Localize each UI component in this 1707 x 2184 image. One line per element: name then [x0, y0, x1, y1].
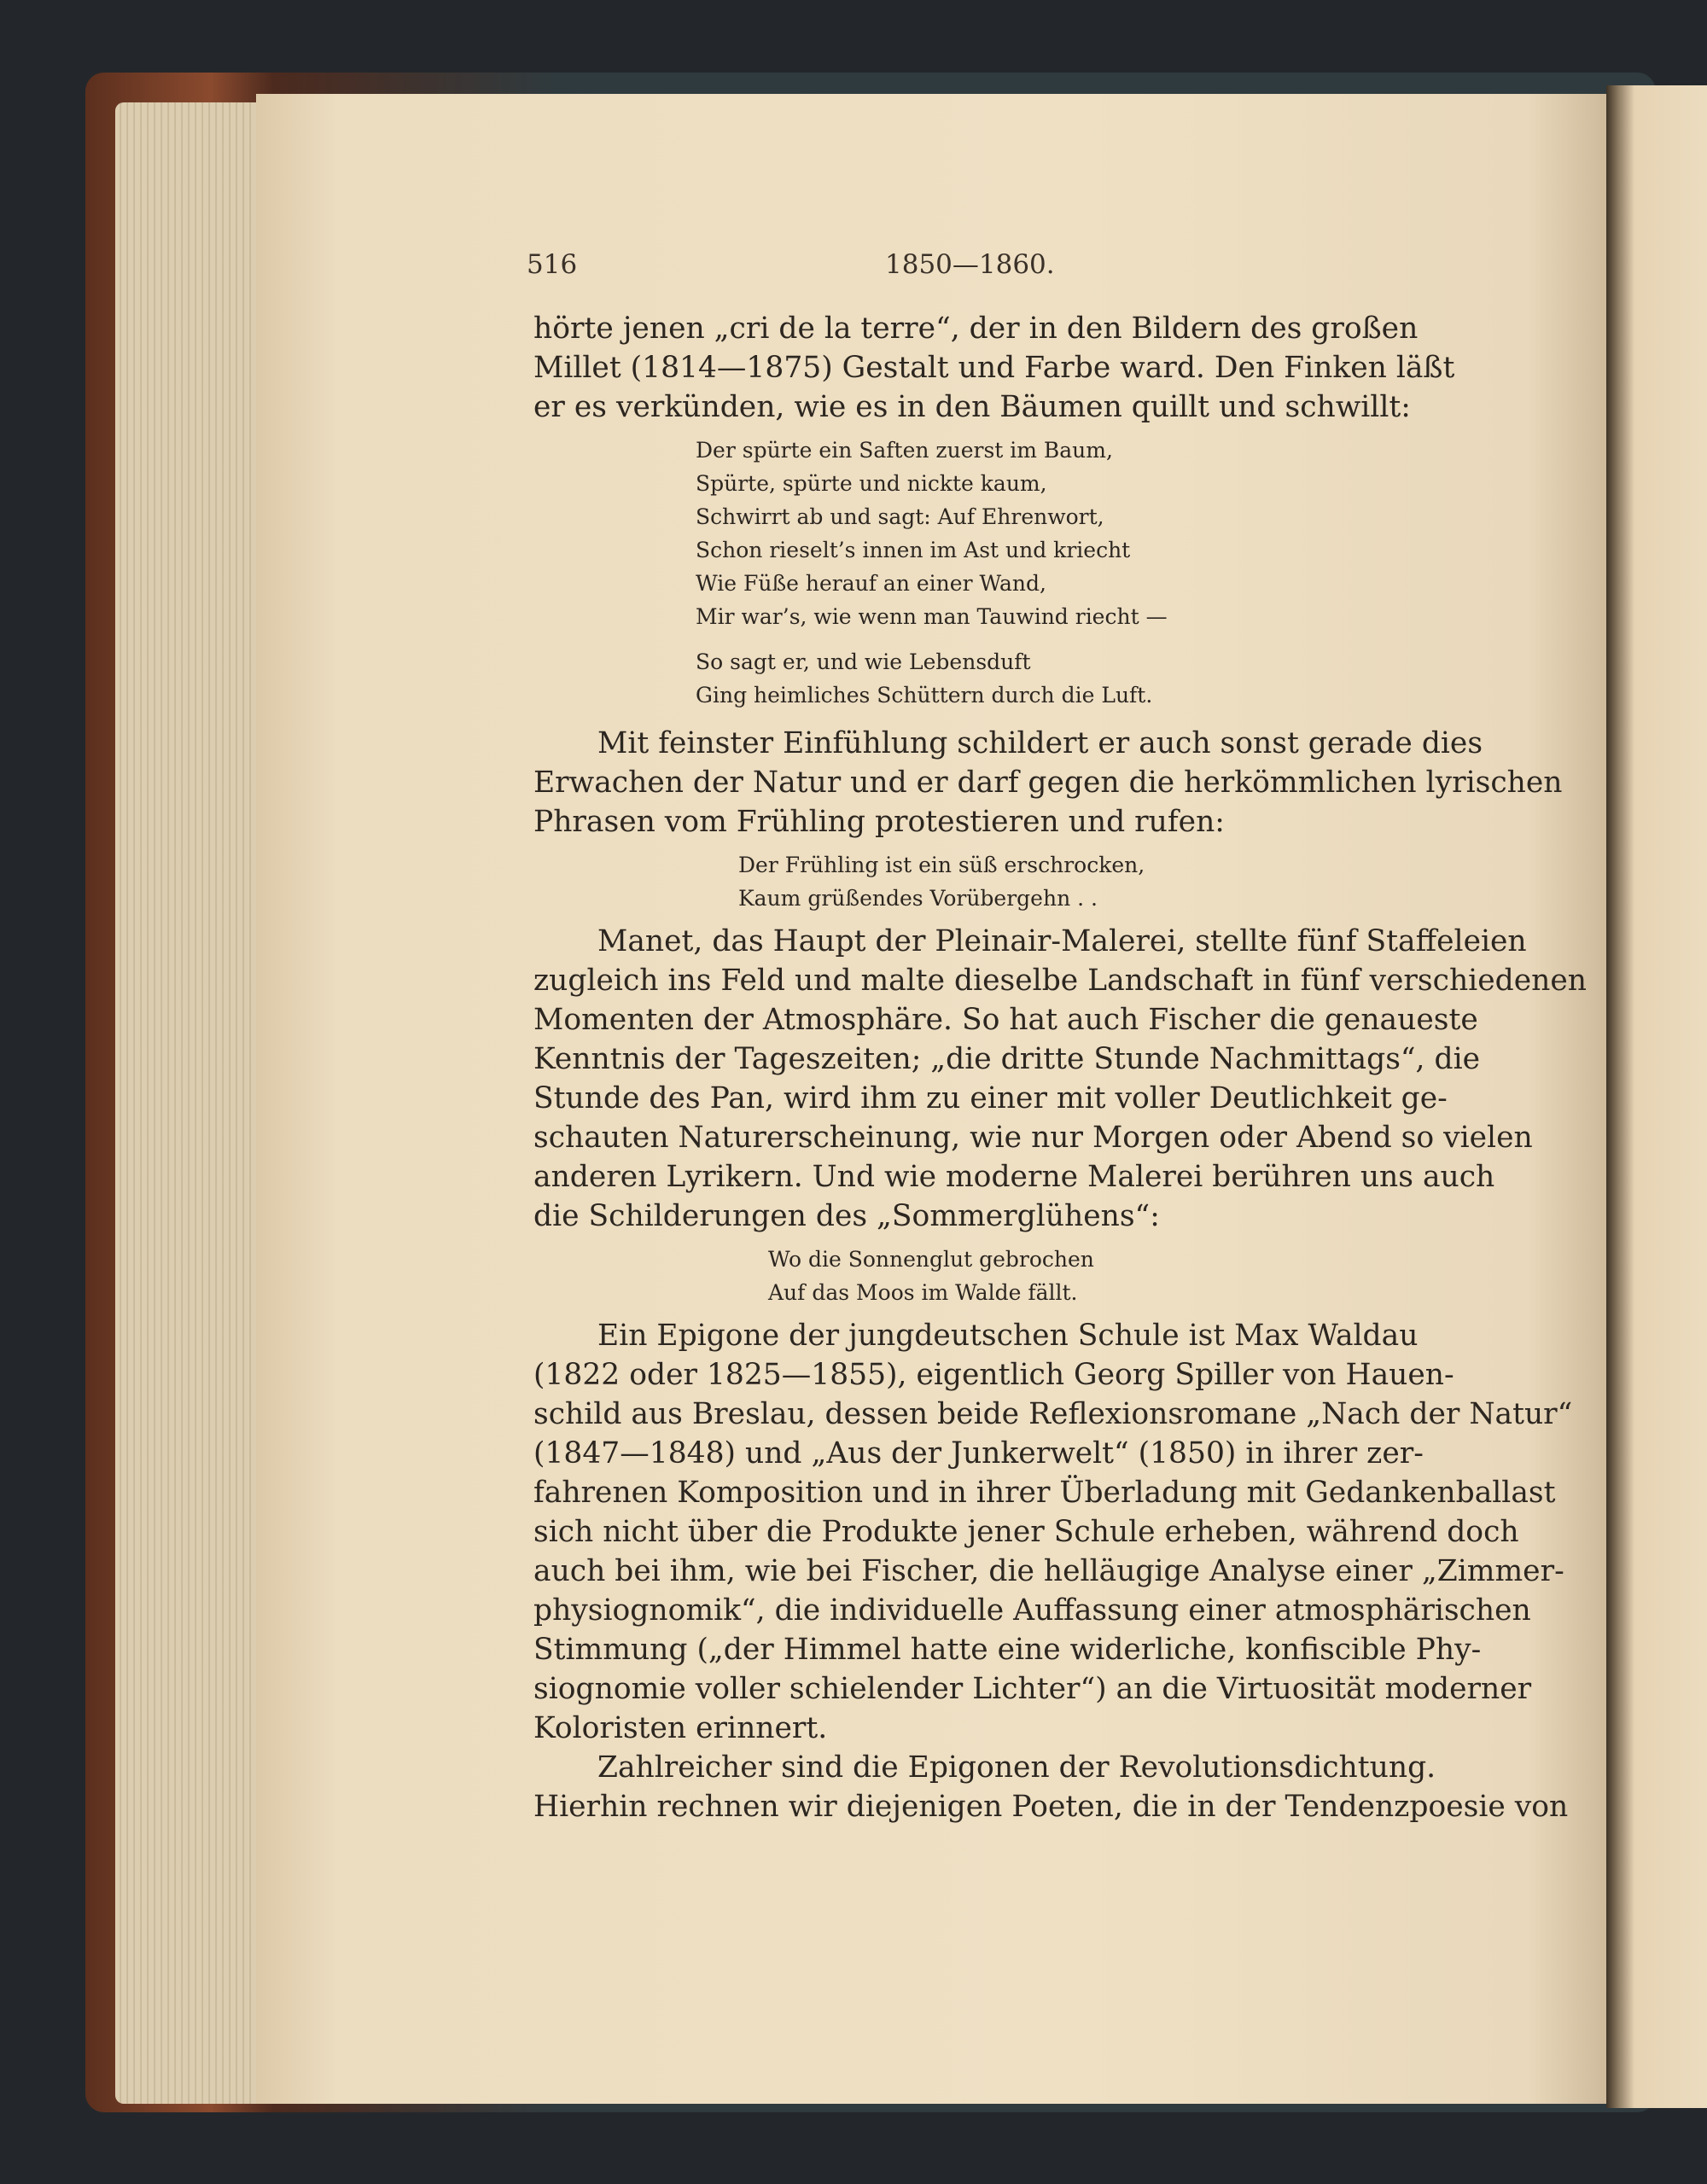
verse-line: Schwirrt ab und sagt: Auf Ehrenwort, [696, 504, 1104, 529]
text-line: Stimmung („der Himmel hatte eine widerliche, konfiscible Phy- [533, 1633, 1482, 1667]
text-line: Stunde des Pan, wird ihm zu einer mit voller Deutlichkeit ge- [533, 1081, 1448, 1115]
text-line: Manet, das Haupt der Pleinair-Malerei, stellte fünf Staffeleien [597, 924, 1527, 958]
text-line: sich nicht über die Produkte jener Schule erheben, während doch [533, 1515, 1519, 1549]
verse-line: Wie Füße herauf an einer Wand, [696, 571, 1046, 596]
text-line: Momenten der Atmosphäre. So hat auch Fischer die genaueste [533, 1003, 1478, 1037]
text-line: physiognomik“, die individuelle Auffassung einer atmosphärischen [533, 1593, 1531, 1628]
text-line: er es verkünden, wie es in den Bäumen quillt und schwillt: [533, 390, 1411, 424]
verse-line: Kaum grüßendes Vorübergehn . . [738, 886, 1098, 911]
text-line: Ein Epigone der jungdeutschen Schule ist Max Waldau [597, 1319, 1419, 1353]
verse-line: Wo die Sonnenglut gebrochen [768, 1247, 1094, 1272]
text-line: (1847—1848) und „Aus der Junkerwelt“ (1850) in ihrer zer- [533, 1436, 1424, 1471]
text-line: Erwachen der Natur und er darf gegen die herkömmlichen lyrischen [533, 766, 1563, 800]
verse-line: Mir war’s, wie wenn man Tauwind riecht — [696, 604, 1168, 629]
verse-line: Spürte, spürte und nickte kaum, [696, 471, 1047, 496]
verse-line: So sagt er, und wie Lebensduft [696, 649, 1031, 674]
verse-line: Auf das Moos im Walde fällt. [768, 1280, 1078, 1305]
text-line: anderen Lyrikern. Und wie moderne Malerei berühren uns auch [533, 1160, 1495, 1194]
text-line: hörte jenen „cri de la terre“, der in den Bildern des großen [533, 312, 1419, 346]
text-line: Zahlreicher sind die Epigonen der Revolutionsdichtung. [597, 1750, 1436, 1785]
text-line: zugleich ins Feld und malte dieselbe Landschaft in fünf verschiedenen [533, 964, 1587, 998]
verse-line: Der spürte ein Saften zuerst im Baum, [696, 438, 1113, 463]
page-header [527, 249, 1406, 287]
text-line: Koloristen erinnert. [533, 1711, 828, 1745]
text-line: fahrenen Komposition und in ihrer Überladung mit Gedankenballast [533, 1476, 1556, 1510]
text-line: auch bei ihm, wie bei Fischer, die helläugige Analyse einer „Zimmer- [533, 1554, 1564, 1588]
page-edges [115, 102, 265, 2104]
text-line: die Schilderungen des „Sommerglühens“: [533, 1199, 1160, 1233]
running-head: 1850—1860. [885, 249, 1055, 280]
facing-page-edge [1606, 85, 1707, 2108]
text-line: Phrasen vom Frühling protestieren und rufen: [533, 805, 1225, 839]
text-line: siognomie voller schielender Lichter“) an die Virtuosität moderner [533, 1672, 1532, 1706]
text-line: schild aus Breslau, dessen beide Reflexionsromane „Nach der Natur“ [533, 1397, 1573, 1431]
verse-line: Ging heimliches Schüttern durch die Luft. [696, 683, 1153, 708]
verse-line: Schon rieselt’s innen im Ast und kriecht [696, 538, 1131, 562]
text-line: schauten Naturerscheinung, wie nur Morgen oder Abend so vielen [533, 1121, 1533, 1155]
page-text [533, 309, 1587, 1826]
page-number: 516 [527, 249, 578, 280]
text-line: Kenntnis der Tageszeiten; „die dritte Stunde Nachmittags“, die [533, 1042, 1481, 1076]
verse-line: Der Frühling ist ein süß erschrocken, [738, 853, 1145, 877]
text-line: (1822 oder 1825—1855), eigentlich Georg Spiller von Hauen- [533, 1358, 1454, 1392]
text-line: Mit feinster Einfühlung schildert er auch sonst gerade dies [597, 726, 1483, 760]
text-line: Hierhin rechnen wir diejenigen Poeten, die in der Tendenzpoesie von [533, 1790, 1569, 1824]
text-line: Millet (1814—1875) Gestalt und Farbe ward. Den Finken läßt [533, 351, 1455, 385]
